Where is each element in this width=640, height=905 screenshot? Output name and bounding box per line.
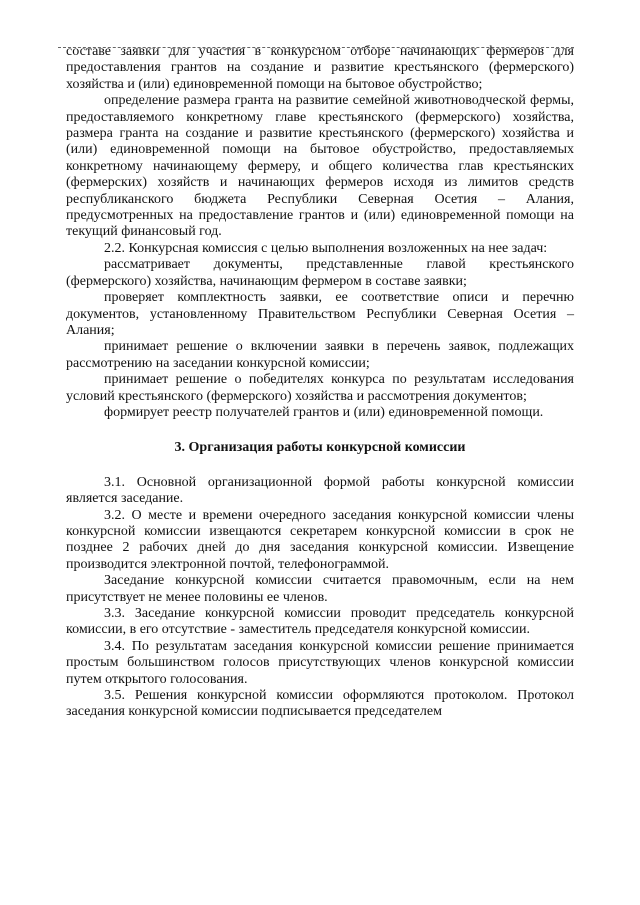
paragraph: определение размера гранта на развитие семейной животноводческой фермы, предоставляемого конкретному главе крестьянского (фермерского) хозяйства, размера гранта на создание и развитие крестьянского (фермерского) хозяйства и (или) единовременной помощи на бытовое обустройство, предоставляемых конкретному начинающему фермеру, и общего количества глав крестьянских (фермерских) хозяйств и начинающих фермеров исходя из лимитов средств республиканского бюджета Республики Северная Осетия – Алания, предусмотренных на предоставление грантов и (или) единовременной помощи на текущий финансовый год.: [66, 93, 574, 240]
paragraph: 2.2. Конкурсная комиссия с целью выполнения возложенных на нее задач:: [104, 240, 548, 256]
paragraph: составе заявки для участия в конкурсном отборе начинающих фермеров для предоставления грантов на создание и развитие крестьянского (фермерского) хозяйства и (или) единовременной помощи на бытовое обустройство;: [66, 44, 574, 92]
paragraph: 3.4. По результатам заседания конкурсной комиссии решение принимается простым большинством голосов присутствующих членов конкурсной комиссии путем открытого голосования.: [66, 638, 574, 687]
paragraph: 3.3. Заседание конкурсной комиссии проводит председатель конкурсной комиссии, в его отсутствие - заместитель председателя конкурсной комиссии.: [66, 606, 574, 638]
paragraph: формирует реестр получателей грантов и (или) единовременной помощи.: [104, 404, 544, 420]
paragraph: 3.5. Решения конкурсной комиссии оформляются протоколом. Протокол заседания конкурсной комиссии подписывается председателем: [66, 688, 574, 720]
section-heading: 3. Организация работы конкурсной комиссии: [174, 440, 466, 456]
paragraph: принимает решение о победителях конкурса по результатам исследования условий крестьянского (фермерского) хозяйства и рассмотрения документов;: [66, 372, 574, 404]
paragraph: рассматривает документы, представленные главой крестьянского (фермерского) хозяйства, начинающим фермером в составе заявки;: [66, 257, 574, 289]
paragraph: 3.2. О месте и времени очередного заседания конкурсной комиссии члены конкурсной комиссии извещаются секретарем конкурсной комиссии в срок не позднее 2 рабочих дней до дня заседания конкурсной комиссии. Извещение производится электронной почтой, телефонограммой.: [66, 507, 574, 572]
paragraph: 3.1. Основной организационной формой работы конкурсной комиссии является заседание.: [66, 474, 574, 507]
document-page: [66, 44, 574, 721]
paragraph: Заседание конкурсной комиссии считается правомочным, если на нем присутствует не менее половины ее членов.: [66, 573, 574, 605]
paragraph: принимает решение о включении заявки в перечень заявок, подлежащих рассмотрению на заседании конкурсной комиссии;: [66, 339, 574, 371]
paragraph: проверяет комплектность заявки, ее соответствие описи и перечню документов, установленному Правительством Республики Северная Осетия – Алания;: [66, 290, 574, 338]
